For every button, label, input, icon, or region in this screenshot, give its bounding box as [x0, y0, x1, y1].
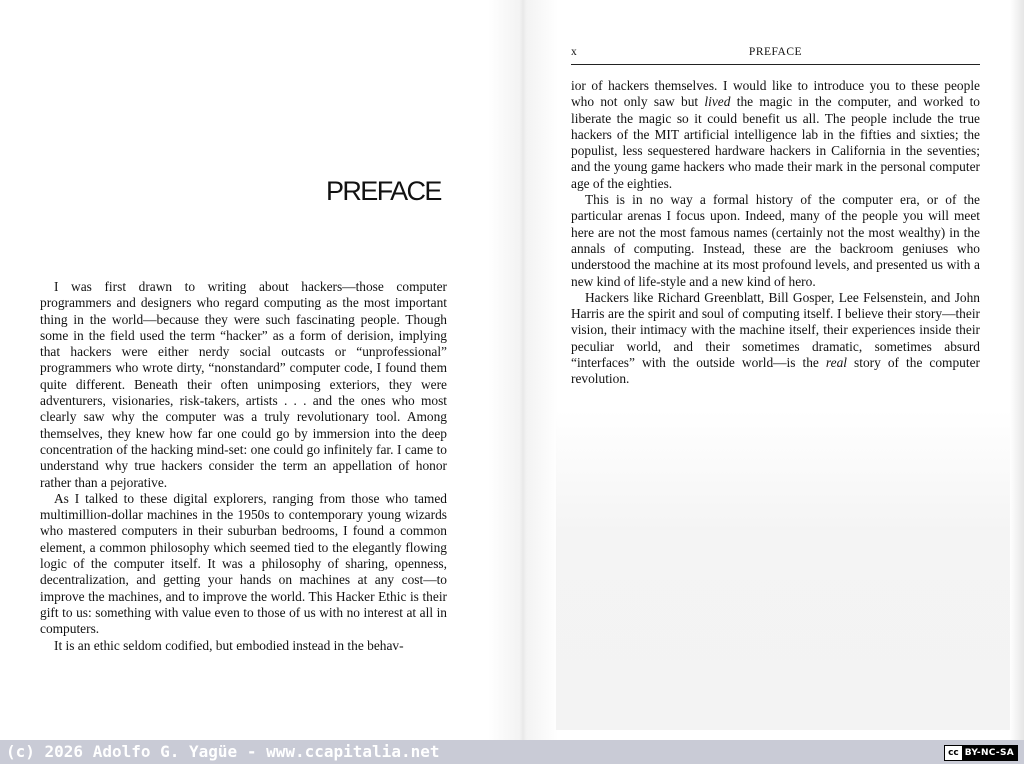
text-run: Hackers like Richard Greenblatt, Bill Gosper, Lee Felsenstein, and John Harris are the spirit and soul of computing itself. I believe their story—their vision, their intimacy with the machine itself, their experiences inside their peculiar world, and their sometimes dramatic, sometimes absurd “interfaces” with the outside world—is the [571, 289, 980, 371]
paragraph: I was first drawn to writing about hackers—those computer programmers and designers who regard computing as the most important thing in the world—because they were such fascinating people. Though some in the field used the term “hacker” as a form of derision, implying that hackers were either nerdy social outcasts or “unprofessional” programmers who wrote dirty, “nonstandard” computer code, I found them quite different. Beneath their often unimposing exteriors, they were adventurers, visionaries, risk-takers, artists . . . and the ones who most clearly saw why the computer was a truly revolutionary tool. Among themselves, they knew how far one could go by immersion into the deep concentration of the hacking mind-set: one could go infinitely far. I came to understand why true hackers consider the term an appellation of honor rather than a pejorative. [40, 279, 447, 490]
running-head [571, 44, 980, 65]
book-gutter [488, 0, 558, 740]
chapter-title: PREFACE [326, 176, 441, 206]
text-run: story of the computer revolution. [571, 355, 980, 387]
license-label: BY-NC-SA [962, 746, 1017, 760]
right-page-body [571, 78, 980, 388]
page-number: x [571, 46, 578, 58]
emphasis: lived [704, 94, 731, 110]
running-head-title: PREFACE [748, 46, 803, 58]
paragraph [571, 290, 980, 388]
text-run: ior of hackers themselves. I would like to introduce you to these people who not only saw but [571, 78, 980, 110]
left-page-body [40, 279, 447, 654]
paragraph: This is in no way a formal history of the computer era, or of the particular arenas I focus upon. Indeed, many of the people you will meet here are not the most famous names (certainly not the most wealthy) in the annals of computing. Instead, these are the backroom geniuses who understood the machine at its most profound levels, and presented us with a new kind of life-style and a new kind of hero. [571, 192, 980, 289]
emphasis: real [825, 355, 847, 371]
page-shading [556, 410, 1016, 730]
cc-icon: cc [945, 746, 962, 760]
paragraph [571, 78, 980, 192]
watermark-bar [0, 740, 1024, 764]
paragraph: It is an ethic seldom codified, but embodied instead in the behav- [54, 637, 404, 653]
text-run: the magic in the computer, and worked to liberate the magic so it could benefit us all. The people include the true hackers of the MIT artificial intelligence lab in the fifties and sixties; the populist, less sequestered hardware hackers in California in the seventies; and the young game hackers who made their mark in the personal computer age of the eighties. [571, 94, 980, 191]
cc-license-badge [944, 745, 1018, 761]
page-edge [1010, 0, 1024, 740]
copyright-watermark: (c) 2026 Adolfo G. Yagüe - www.ccapitalia.net [6, 742, 440, 761]
paragraph: As I talked to these digital explorers, ranging from those who tamed multimillion-dollar machines in the 1950s to contemporary young wizards who mastered computers in their suburban bedrooms, I found a common element, a common philosophy which seemed tied to the elegantly flowing logic of the computer itself. It was a philosophy of sharing, openness, decentralization, and getting your hands on machines at any cost—to improve the machines, and to improve the world. This Hacker Ethic is their gift to us: something with value even to those of us with no interest at all in computers. [40, 490, 447, 637]
